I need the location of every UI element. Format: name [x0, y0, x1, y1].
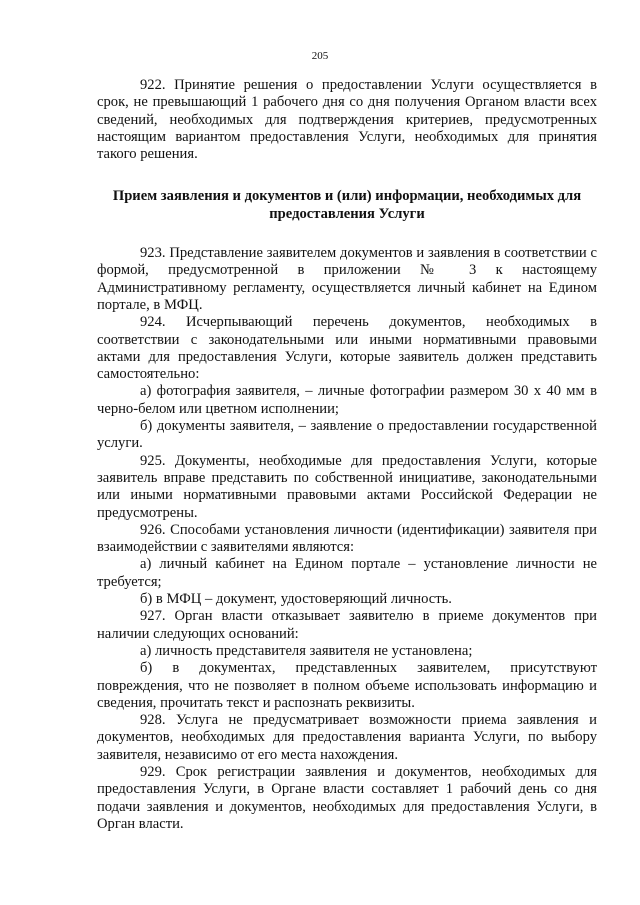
paragraph-926-b: б) в МФЦ – документ, удостоверяющий личность.: [140, 591, 452, 608]
paragraph-927-b: б) в документах, представленных заявителем, присутствуют повреждения, что не позволяет в полном объеме использовать информацию и сведения, прочитать текст и распознать реквизиты.: [97, 660, 597, 711]
paragraph-924-a: а) фотография заявителя, – личные фотографии размером 30 х 40 мм в черно-белом или цветном исполнении;: [97, 383, 597, 417]
page-number: 205: [311, 50, 329, 62]
paragraph-924-b: б) документы заявителя, – заявление о предоставлении государственной услуги.: [97, 418, 597, 452]
paragraph-928: 928. Услуга не предусматривает возможности приема заявления и документов, необходимых для предоставления варианта Услуги, по выбору заявителя, независимо от его места нахождения.: [97, 712, 597, 763]
paragraph-922: 922. Принятие решения о предоставлении Услуги осуществляется в срок, не превышающий 1 рабочего дня со дня получения Органом власти всех сведений, необходимых для подтверждения критериев, предусмотренных настоящим вариантом предоставления Услуги, необходимых для принятия такого решения.: [97, 77, 597, 163]
paragraph-925: 925. Документы, необходимые для предоставления Услуги, которые заявитель вправе представить по собственной инициативе, законодательными или иными нормативными правовыми актами Российской Федерации не предусмотрены.: [97, 452, 597, 521]
section-heading: Прием заявления и документов и (или) информации, необходимых для предоставления Услуги: [112, 188, 582, 222]
paragraph-927: 927. Орган власти отказывает заявителю в приеме документов при наличии следующих оснований:: [97, 608, 597, 642]
paragraph-923: 923. Представление заявителем документов и заявления в соответствии с формой, предусмотренной в приложении № 3 к настоящему Административному регламенту, осуществляется личный кабинет на Едином портале, в МФЦ.: [97, 245, 597, 313]
document-body: [97, 77, 597, 833]
paragraph-926-a: а) личный кабинет на Едином портале – установление личности не требуется;: [97, 556, 597, 590]
paragraph-926: 926. Способами установления личности (идентификации) заявителя при взаимодействии с заявителями являются:: [97, 521, 597, 556]
paragraph-924: 924. Исчерпывающий перечень документов, необходимых в соответствии с законодательными или иными нормативными правовыми актами для предоставления Услуги, которые заявитель должен представить самостоятельно:: [97, 314, 597, 383]
paragraph-927-a: а) личность представителя заявителя не установлена;: [140, 642, 473, 659]
paragraph-929: 929. Срок регистрации заявления и документов, необходимых для предоставления Услуги, в Органе власти составляет 1 рабочий день со дня подачи заявления и документов, необходимых для предоставления Услуги, в Орган власти.: [97, 763, 597, 832]
